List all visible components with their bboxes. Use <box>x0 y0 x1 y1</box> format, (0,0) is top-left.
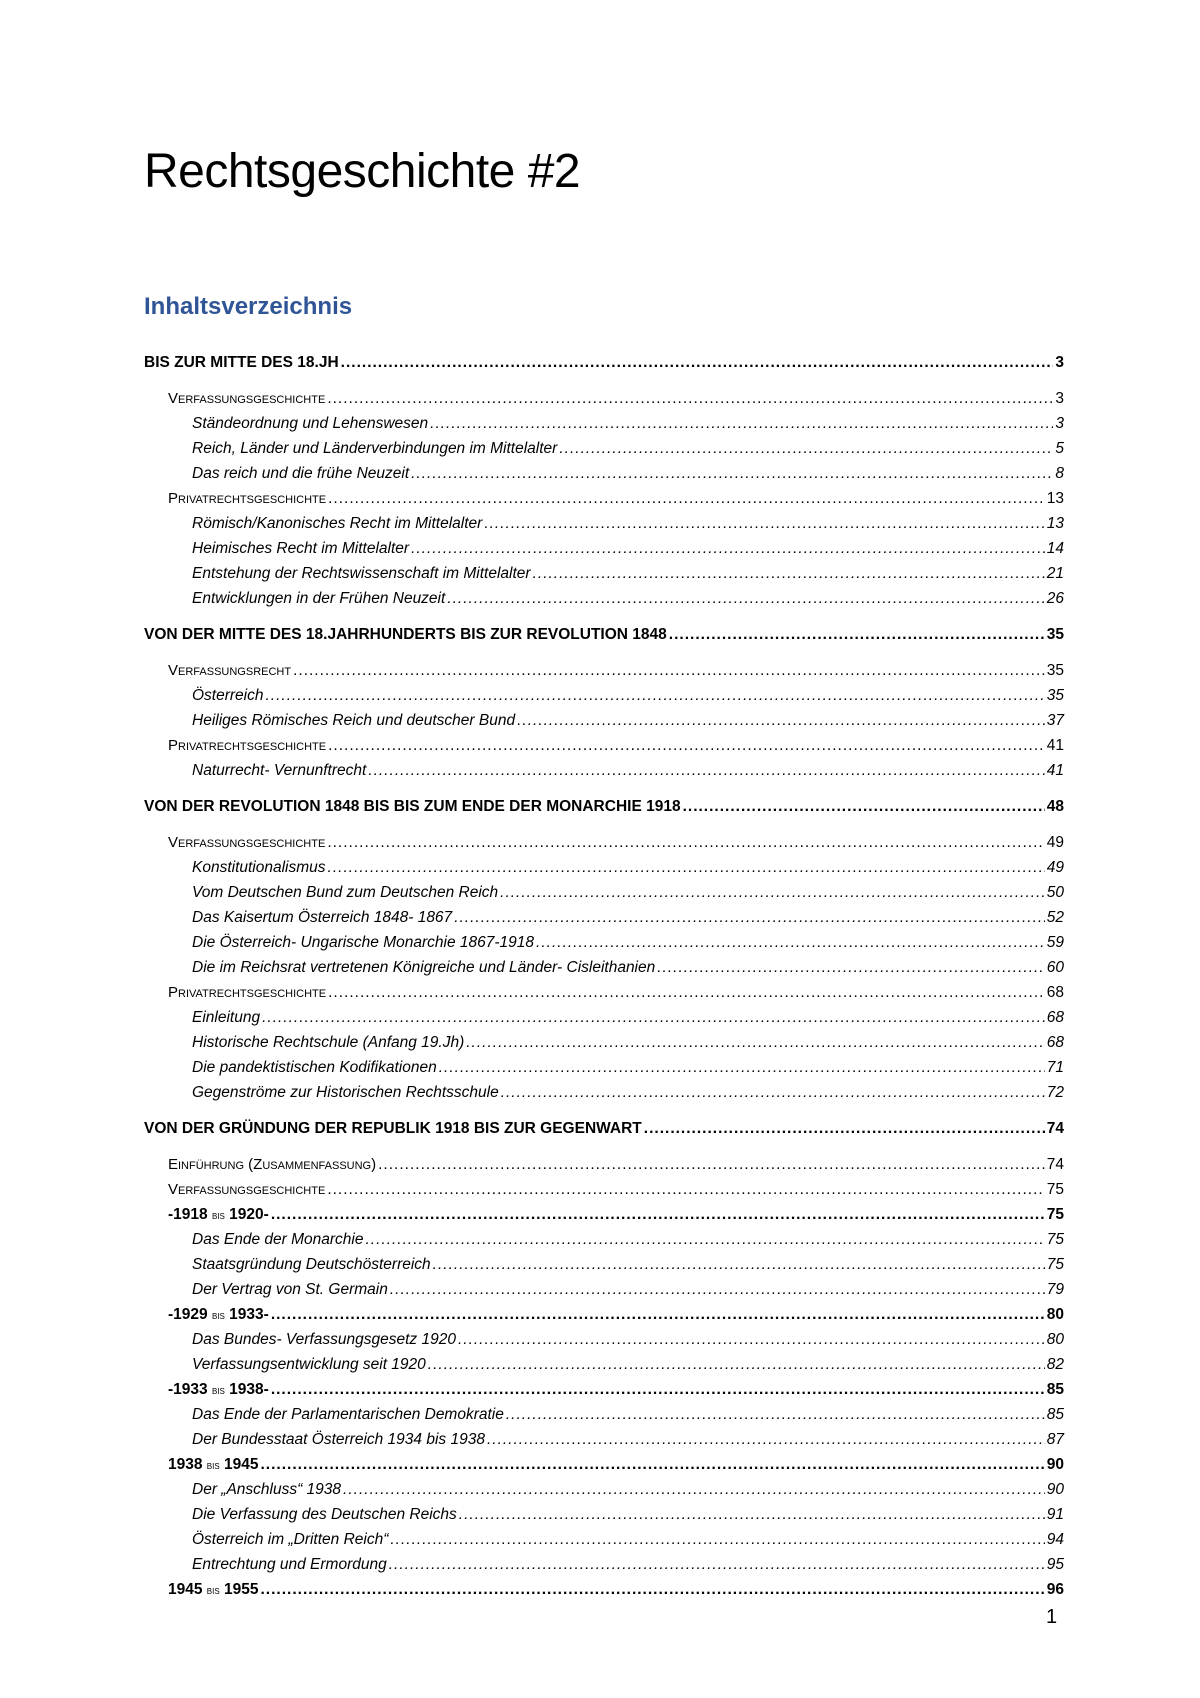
toc-leader-dots <box>536 934 1045 952</box>
toc-leader-dots <box>390 1531 1044 1549</box>
toc-entry-label: Verfassungsgeschichte <box>168 1181 326 1198</box>
toc-entry-page: 3 <box>1055 390 1064 407</box>
toc-entry-page: 85 <box>1046 1406 1064 1423</box>
toc-leader-dots <box>327 834 1044 852</box>
toc-entry-page: 90 <box>1046 1456 1064 1473</box>
toc-entry-page: 60 <box>1046 959 1064 976</box>
table-of-contents <box>144 343 1064 1606</box>
toc-entry-page: 41 <box>1046 762 1064 779</box>
toc-entry[interactable] <box>144 515 1064 540</box>
toc-leader-dots <box>411 465 1053 483</box>
toc-entry[interactable] <box>144 465 1064 490</box>
toc-leader-dots <box>459 1506 1045 1524</box>
toc-entry-label <box>168 1306 269 1324</box>
toc-entry-label: Der Vertrag von St. Germain <box>192 1281 388 1298</box>
toc-entry-label: Österreich im „Dritten Reich“ <box>192 1531 389 1548</box>
toc-leader-dots <box>328 737 1045 755</box>
toc-entry[interactable] <box>144 1034 1064 1059</box>
toc-entry[interactable] <box>144 1581 1064 1606</box>
toc-entry[interactable] <box>144 884 1064 909</box>
toc-entry-label: Entwicklungen in der Frühen Neuzeit <box>192 590 446 607</box>
toc-entry[interactable] <box>144 1084 1064 1109</box>
toc-entry[interactable] <box>144 712 1064 737</box>
toc-leader-dots <box>500 884 1045 902</box>
toc-heading: Inhaltsverzeichnis <box>144 293 353 320</box>
toc-leader-dots <box>487 1431 1045 1449</box>
toc-entry-page: 14 <box>1046 540 1064 557</box>
toc-entry-label: Einführung (Zusammenfassung) <box>168 1156 377 1173</box>
toc-entry-page: 68 <box>1046 1009 1064 1026</box>
toc-entry-label: Verfassungsentwicklung seit 1920 <box>192 1356 426 1373</box>
toc-entry-page: 8 <box>1055 465 1064 482</box>
toc-leader-dots <box>293 662 1045 680</box>
toc-leader-dots <box>341 354 1054 372</box>
toc-entry-label: Römisch/Kanonisches Recht im Mittelalter <box>192 515 483 532</box>
toc-entry-label <box>168 1581 259 1599</box>
toc-entry[interactable] <box>144 984 1064 1009</box>
toc-entry-label-end: 1945 <box>219 1456 259 1473</box>
toc-entry-label: Reich, Länder und Länderverbindungen im Mittelalter <box>192 440 558 457</box>
toc-leader-dots <box>266 687 1045 705</box>
toc-leader-dots <box>328 859 1045 877</box>
toc-leader-dots <box>389 1556 1045 1574</box>
toc-entry-page: 96 <box>1046 1581 1064 1598</box>
toc-entry-page: 91 <box>1046 1506 1064 1523</box>
toc-entry-label: Das Ende der Parlamentarischen Demokratie <box>192 1406 504 1423</box>
toc-leader-dots <box>271 1306 1045 1324</box>
toc-entry-page: 90 <box>1046 1481 1064 1498</box>
toc-entry-label: VON DER REVOLUTION 1848 BIS BIS ZUM ENDE DER MONARCHIE 1918 <box>144 798 681 815</box>
toc-entry-page: 94 <box>1046 1531 1064 1548</box>
toc-entry-page: 75 <box>1046 1181 1064 1198</box>
toc-leader-dots <box>683 798 1045 816</box>
toc-entry[interactable] <box>144 1406 1064 1431</box>
toc-entry-page: 37 <box>1046 712 1064 729</box>
toc-entry-page: 35 <box>1046 687 1064 704</box>
toc-entry-page: 13 <box>1046 515 1064 532</box>
toc-entry-label: Konstitutionalismus <box>192 859 326 876</box>
toc-leader-dots <box>368 762 1044 780</box>
toc-entry-page: 3 <box>1055 354 1064 371</box>
toc-leader-dots <box>466 1034 1045 1052</box>
toc-entry-label-start: 1938 <box>168 1456 207 1473</box>
toc-entry-label: Ständeordnung und Lehenswesen <box>192 415 429 432</box>
toc-leader-dots <box>327 1181 1044 1199</box>
document-title: Rechtsgeschichte #2 <box>144 145 581 198</box>
toc-entry[interactable] <box>144 1531 1064 1556</box>
toc-leader-dots <box>365 1231 1044 1249</box>
toc-entry[interactable] <box>144 1481 1064 1506</box>
toc-entry-page: 50 <box>1046 884 1064 901</box>
toc-entry-label: Entstehung der Rechtswissenschaft im Mittelalter <box>192 565 531 582</box>
toc-entry-page: 41 <box>1046 737 1064 754</box>
toc-leader-dots <box>533 565 1045 583</box>
toc-entry-label <box>168 1456 259 1474</box>
toc-entry-label-end: 1955 <box>219 1581 259 1598</box>
toc-leader-dots <box>447 590 1044 608</box>
toc-entry-page: 59 <box>1046 934 1064 951</box>
toc-entry-page: 82 <box>1046 1356 1064 1373</box>
toc-entry-label: Heimisches Recht im Mittelalter <box>192 540 410 557</box>
toc-entry-page: 79 <box>1046 1281 1064 1298</box>
toc-entry-label <box>168 1206 269 1224</box>
toc-leader-dots <box>430 415 1053 433</box>
toc-entry-page: 13 <box>1046 490 1064 507</box>
toc-leader-dots <box>411 540 1045 558</box>
toc-leader-dots <box>517 712 1045 730</box>
toc-entry-page: 5 <box>1055 440 1064 457</box>
toc-entry-page: 75 <box>1046 1256 1064 1273</box>
toc-entry[interactable] <box>144 1206 1064 1231</box>
toc-leader-dots <box>261 1581 1045 1599</box>
toc-entry-label: VON DER MITTE DES 18.JAHRHUNDERTS BIS ZUR REVOLUTION 1848 <box>144 626 667 643</box>
toc-entry-page: 80 <box>1046 1306 1064 1323</box>
toc-entry-label: Naturrecht- Vernunftrecht <box>192 762 367 779</box>
toc-entry[interactable] <box>144 859 1064 884</box>
toc-entry-label: Heiliges Römisches Reich und deutscher Bund <box>192 712 516 729</box>
toc-entry[interactable] <box>144 1356 1064 1381</box>
toc-leader-dots <box>506 1406 1045 1424</box>
toc-entry[interactable] <box>144 354 1064 379</box>
toc-leader-dots <box>262 1009 1045 1027</box>
page-number: 1 <box>1046 1606 1058 1628</box>
toc-entry-label-end: 1920- <box>224 1206 269 1223</box>
toc-entry-page: 49 <box>1046 834 1064 851</box>
toc-entry-page: 68 <box>1046 984 1064 1001</box>
toc-leader-dots <box>271 1206 1045 1224</box>
toc-entry[interactable] <box>144 1431 1064 1456</box>
toc-entry[interactable] <box>144 687 1064 712</box>
toc-entry-page: 85 <box>1046 1381 1064 1398</box>
toc-entry[interactable] <box>144 1059 1064 1084</box>
toc-entry-label: Das reich und die frühe Neuzeit <box>192 465 410 482</box>
toc-entry-page: 74 <box>1046 1156 1064 1173</box>
toc-entry-label-connector: bis <box>206 1583 220 1597</box>
toc-entry-label: Privatrechtsgeschichte <box>168 490 327 507</box>
toc-entry-label: Das Bundes- Verfassungsgesetz 1920 <box>192 1331 456 1348</box>
toc-entry[interactable] <box>144 1120 1064 1145</box>
toc-entry[interactable] <box>144 834 1064 859</box>
toc-entry-label: Verfassungsgeschichte <box>168 390 326 407</box>
toc-entry-page: 3 <box>1055 415 1064 432</box>
toc-entry-label-end: 1933- <box>224 1306 269 1323</box>
toc-entry-page: 35 <box>1046 626 1064 643</box>
toc-entry[interactable] <box>144 798 1064 823</box>
toc-entry-label: Entrechtung und Ermordung <box>192 1556 387 1573</box>
toc-leader-dots <box>669 626 1045 644</box>
toc-entry-label: Gegenströme zur Historischen Rechtsschule <box>192 1084 499 1101</box>
toc-leader-dots <box>484 515 1044 533</box>
toc-entry-page: 52 <box>1046 909 1064 926</box>
toc-entry-label: Historische Rechtschule (Anfang 19.Jh) <box>192 1034 465 1051</box>
toc-entry-label-connector: bis <box>211 1308 225 1322</box>
toc-entry-label: VON DER GRÜNDUNG DER REPUBLIK 1918 BIS ZUR GEGENWART <box>144 1120 642 1137</box>
toc-leader-dots <box>328 490 1045 508</box>
toc-leader-dots <box>378 1156 1045 1174</box>
toc-entry-page: 72 <box>1046 1084 1064 1101</box>
toc-entry-label: Das Ende der Monarchie <box>192 1231 364 1248</box>
toc-entry-label-connector: bis <box>211 1208 225 1222</box>
toc-entry-page: 21 <box>1046 565 1064 582</box>
toc-leader-dots <box>559 440 1053 458</box>
toc-entry[interactable] <box>144 1231 1064 1256</box>
toc-entry[interactable] <box>144 1181 1064 1206</box>
toc-entry-page: 48 <box>1046 798 1064 815</box>
toc-entry[interactable] <box>144 1156 1064 1181</box>
toc-entry[interactable] <box>144 1506 1064 1531</box>
toc-entry-label: Der „Anschluss“ 1938 <box>192 1481 342 1498</box>
toc-entry-label-connector: bis <box>211 1383 225 1397</box>
toc-entry-label: Privatrechtsgeschichte <box>168 984 327 1001</box>
toc-entry-label: Vom Deutschen Bund zum Deutschen Reich <box>192 884 499 901</box>
toc-entry-label: Österreich <box>192 687 264 704</box>
toc-entry-page: 80 <box>1046 1331 1064 1348</box>
toc-entry-label: Der Bundesstaat Österreich 1934 bis 1938 <box>192 1431 485 1448</box>
toc-entry-label: Die Verfassung des Deutschen Reichs <box>192 1506 457 1523</box>
toc-entry[interactable] <box>144 1556 1064 1581</box>
toc-entry-label: Die pandektistischen Kodifikationen <box>192 1059 437 1076</box>
toc-entry[interactable] <box>144 662 1064 687</box>
toc-entry[interactable] <box>144 1256 1064 1281</box>
toc-leader-dots <box>433 1256 1045 1274</box>
toc-entry-page: 26 <box>1046 590 1064 607</box>
toc-leader-dots <box>328 984 1045 1002</box>
toc-entry-label: BIS ZUR MITTE DES 18.JH <box>144 354 339 371</box>
toc-entry[interactable] <box>144 934 1064 959</box>
toc-entry[interactable] <box>144 440 1064 465</box>
toc-entry-label: Einleitung <box>192 1009 261 1026</box>
toc-entry-label-start: -1929 <box>168 1306 212 1323</box>
toc-entry[interactable] <box>144 626 1064 651</box>
toc-entry[interactable] <box>144 590 1064 615</box>
toc-entry-label: Die im Reichsrat vertretenen Königreiche und Länder- Cisleithanien <box>192 959 656 976</box>
toc-entry[interactable] <box>144 390 1064 415</box>
toc-leader-dots <box>428 1356 1045 1374</box>
toc-entry-label-connector: bis <box>206 1458 220 1472</box>
toc-leader-dots <box>390 1281 1045 1299</box>
toc-entry-label-start: -1918 <box>168 1206 212 1223</box>
toc-leader-dots <box>343 1481 1045 1499</box>
toc-entry-label-start: -1933 <box>168 1381 212 1398</box>
toc-entry-label <box>168 1381 269 1399</box>
toc-entry-page: 71 <box>1046 1059 1064 1076</box>
toc-entry[interactable] <box>144 540 1064 565</box>
toc-leader-dots <box>454 909 1045 927</box>
toc-entry-label-end: 1938- <box>224 1381 269 1398</box>
toc-entry-label: Verfassungsrecht <box>168 662 292 679</box>
toc-entry-label: Privatrechtsgeschichte <box>168 737 327 754</box>
toc-entry-label-start: 1945 <box>168 1581 207 1598</box>
toc-entry-label: Die Österreich- Ungarische Monarchie 1867-1918 <box>192 934 535 951</box>
toc-entry[interactable] <box>144 1456 1064 1481</box>
toc-entry-page: 95 <box>1046 1556 1064 1573</box>
toc-entry[interactable] <box>144 959 1064 984</box>
toc-entry[interactable] <box>144 490 1064 515</box>
toc-entry-page: 49 <box>1046 859 1064 876</box>
toc-entry[interactable] <box>144 1381 1064 1406</box>
toc-entry[interactable] <box>144 909 1064 934</box>
toc-entry-page: 35 <box>1046 662 1064 679</box>
toc-entry-label: Staatsgründung Deutschösterreich <box>192 1256 431 1273</box>
toc-leader-dots <box>644 1120 1045 1138</box>
toc-entry[interactable] <box>144 1306 1064 1331</box>
toc-entry[interactable] <box>144 1281 1064 1306</box>
toc-entry-label: Verfassungsgeschichte <box>168 834 326 851</box>
toc-entry[interactable] <box>144 737 1064 762</box>
toc-leader-dots <box>458 1331 1045 1349</box>
toc-entry-page: 74 <box>1046 1120 1064 1137</box>
toc-entry[interactable] <box>144 1009 1064 1034</box>
toc-leader-dots <box>327 390 1053 408</box>
toc-entry-page: 68 <box>1046 1034 1064 1051</box>
toc-entry-page: 75 <box>1046 1231 1064 1248</box>
toc-entry[interactable] <box>144 415 1064 440</box>
toc-entry-page: 75 <box>1046 1206 1064 1223</box>
toc-entry-page: 87 <box>1046 1431 1064 1448</box>
toc-entry[interactable] <box>144 762 1064 787</box>
toc-leader-dots <box>271 1381 1045 1399</box>
toc-entry[interactable] <box>144 1331 1064 1356</box>
toc-entry[interactable] <box>144 565 1064 590</box>
toc-entry-label: Das Kaisertum Österreich 1848- 1867 <box>192 909 453 926</box>
toc-leader-dots <box>261 1456 1045 1474</box>
toc-leader-dots <box>657 959 1045 977</box>
toc-leader-dots <box>439 1059 1045 1077</box>
toc-leader-dots <box>501 1084 1045 1102</box>
